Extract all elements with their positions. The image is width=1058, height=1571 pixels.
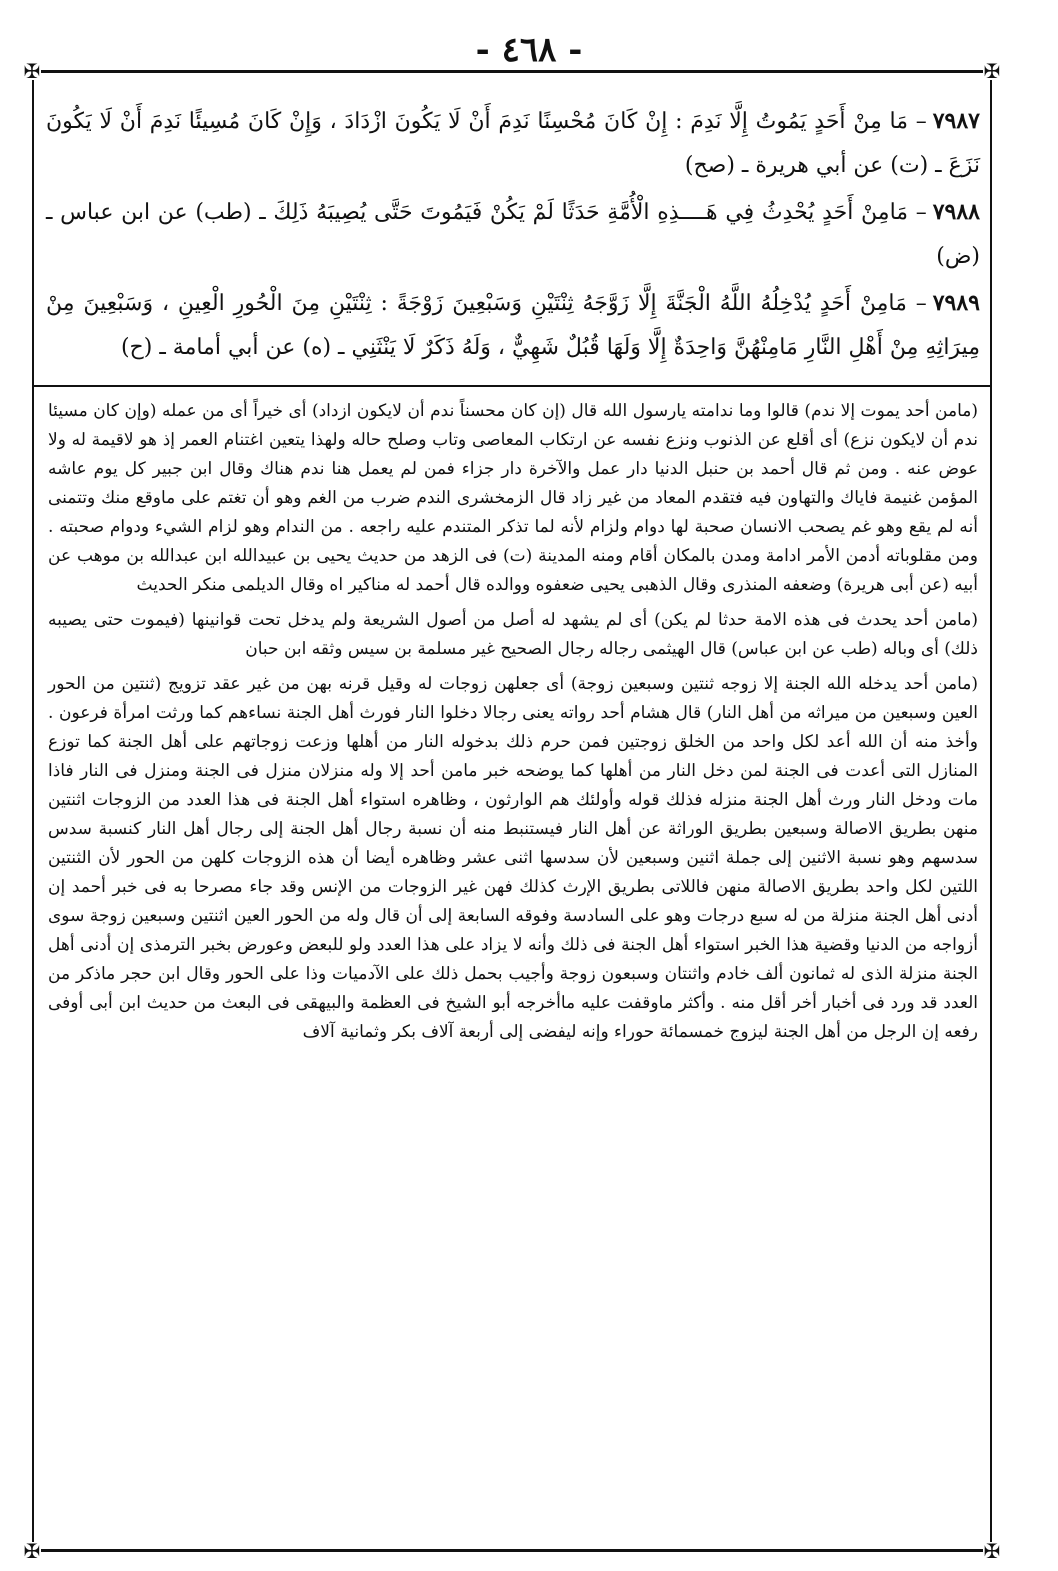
- page-frame: [23, 59, 1001, 1563]
- hadith-text: – مَامِنْ أَحَدٍ يُدْخِلُهُ اللَّهُ الْجَنَّةَ إِلَّا زَوَّجَهُ ثِنْتَيْنِ وَسَبْعِينَ زَوْجَةً : ثِنْتَيْنِ مِنَ الْحُورِ الْعِينِ ، وَسَبْعِينَ مِنْ مِيرَاثِهِ مِنْ أَهْلِ النَّارِ مَامِنْهُنَّ وَاحِدَةٌ إِلَّا وَلَهَا قُبُلٌ شَهِيٌّ ، وَلَهُ ذَكَرٌ لَا يَنْثَنِي ـ (ه) عن أبي أمامة ـ (ح): [46, 291, 980, 360]
- commentary-paragraph: (مامن أحد يدخله الله الجنة إلا زوجه ثنتين وسبعين زوجة) أى جعلهن زوجات له وقيل قرنه بهن من غير عقد تزويج (ثنتين من الحور العين وسبعين من ميراثه من أهل النار) قال هشام أحد رواته يعنى رجالا دخلوا النار فورث أهل الجنة نساءهم كما ورثت امرأة فرعون . وأخذ منه أن الله أعد لكل واحد من الخلق زوجتين فمن حرم ذلك بدخوله النار من أهلها وزعت زوجاتهم على أهل الجنة كما توزع المنازل التى أعدت فى الجنة لمن دخل النار من أهلها كما يوضحه خبر مامن أحد إلا وله منزلان منزل فى الجنة ومنزل فى النار فاذا مات ودخل النار ورث أهل الجنة منزله فذلك قوله وأولئك هم الوارثون ، وظاهره استواء أهل الجنة فى هذا العدد من الزوجات اثنتين منهن بطريق الاصالة وسبعين بطريق الوراثة عن أهل النار فيستنبط منه أن نسبة رجال أهل الجنة إلى رجال أهل النار كنسبة سدس سدسهم وهو نسبة الاثنين إلى جملة اثنين وسبعين لأن سدسها اثنى عشر وظاهره أيضا أن هذه الزوجات كلهن من الحور لأن الثنتين اللتين لكل واحد بطريق الاصالة منهن فاللاتى بطريق الإرث كذلك فهن غير الزوجات من الإنس وقد جاء مصرحا به فى خبر أحمد إن أدنى أهل الجنة منزلة من له سبع درجات وهو على السادسة وفوقه السابعة إلى أن قال وله من الحور العين اثنتين وسبعين زوجة سوى أزواجه من الدنيا وقضية هذا الخبر استواء أهل الجنة فى ذلك وأنه لا يزاد على هذا العدد ولو للبعض وعورض بخبر الترمذى إن أدنى أهل الجنة منزلة الذى له ثمانون ألف خادم واثنتان وسبعون زوجة وأجيب بحمل ذلك على الآدميات وذا على الحور وقال ابن حجر ماذكر من العدد قد ورد فى أخبار أخر أقل منه . وأكثر ماوقفت عليه ماأخرجه أبو الشيخ فى العظمة والبيهقى فى البعث من حديث ابن أبى أوفى رفعه إن الرجل من أهل الجنة ليزوج خمسمائة حوراء وإنه ليفضى إلى أربعة آلاف بكر وثمانية آلاف: [48, 674, 978, 1042]
- frame-corner-ornament-icon: ✠: [23, 59, 41, 83]
- hadith-entry: [46, 190, 980, 279]
- hadith-entry: [46, 99, 980, 188]
- hadith-number: ٧٩٨٩: [932, 290, 980, 316]
- commentary-paragraph: (مامن أحد يموت إلا ندم) قالوا وما ندامته يارسول الله قال (إن كان محسناً ندم أن لايكون ازداد) أى خيراً أى من عمله (وإن كان مسيئا ندم أن لايكون نزع) أى أقلع عن الذنوب ونزع نفسه عن ارتكاب المعاصى وتاب وصلح حاله ولهذا يتعين اغتنام العمر إذ هو لاقيمة له ولا عوض عنه . ومن ثم قال أحمد بن حنبل الدنيا دار عمل والآخرة دار جزاء فمن لم يعمل هنا ندم هناك وقال ابن جبير كل يوم عاشه المؤمن غنيمة فاياك والتهاون فيه فتقدم المعاد من غير زاد قال الزمخشرى الندم ضرب من الغم وهو أن تغتم على ماوقع منك وتتمنى أنه لم يقع وهو غم يصحب الانسان صحبة لها دوام ولزام لأنه لما تذكر المتندم عليه راجعه . من الندام وهو لزام الشيء ودوام صحبته . ومن مقلوباته أدمن الأمر ادامة ومدن بالمكان أقام ومنه المدينة (ت) فى الزهد من حديث يحيى بن عبيدالله ابن عبدالله بن موهب عن أبيه (عن أبى هريرة) وضعفه المنذرى وقال الذهبى يحيى ضعفوه ووالده قال أحمد له مناكير اه وقال الديلمى منكر الحديث: [48, 401, 978, 595]
- commentary-section: [48, 397, 978, 1053]
- hadith-text: – مَا مِنْ أَحَدٍ يَمُوتُ إِلَّا نَدِمَ : إِنْ كَانَ مُحْسِنًا نَدِمَ أَنْ لَا يَكُونَ ازْدَادَ ، وَإِنْ كَانَ مُسِيئًا نَدِمَ أَنْ لَا يَكُونَ نَزَعَ ـ (ت) عن أبي هريرة ـ (صح): [46, 109, 980, 178]
- page-number: - ٤٦٨ -: [475, 30, 583, 70]
- section-divider: [34, 385, 990, 387]
- hadith-text: – مَامِنْ أَحَدٍ يُحْدِثُ فِي هَــــذِهِ الْأُمَّةِ حَدَثًا لَمْ يَكُنْ فَيَمُوتَ حَتَّى يُصِيبَهُ ذَلِكَ ـ (طب) عن ابن عباس ـ (ض): [46, 200, 980, 269]
- hadith-number: ٧٩٨٧: [932, 108, 980, 134]
- frame-corner-ornament-icon: ✠: [23, 1539, 41, 1563]
- hadith-entry: [46, 281, 980, 370]
- frame-corner-ornament-icon: ✠: [983, 1539, 1001, 1563]
- hadith-text-section: [46, 99, 980, 372]
- frame-corner-ornament-icon: ✠: [983, 59, 1001, 83]
- hadith-number: ٧٩٨٨: [932, 199, 980, 225]
- commentary-paragraph: (مامن أحد يحدث فى هذه الامة حدثا لم يكن) أى لم يشهد له أصل من أصول الشريعة ولم يدخل تحت قوانينها (فيموت حتى يصيبه ذلك) أى وباله (طب عن ابن عباس) قال الهيثمى رجاله رجال الصحيح غير مسلمة بن سيس وثقه ابن حبان: [48, 610, 978, 659]
